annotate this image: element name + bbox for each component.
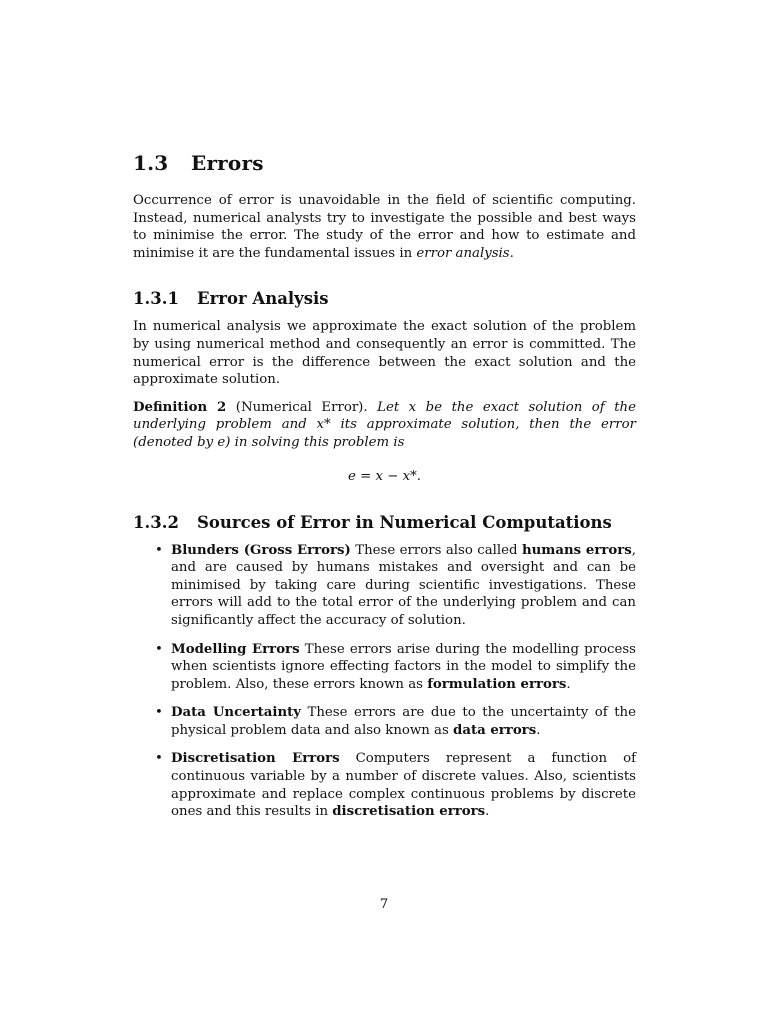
error-equation: [133, 468, 636, 486]
intro-emphasis: error analysis: [416, 245, 510, 261]
equation-equals: =: [360, 468, 372, 484]
item-bold: formulation errors: [427, 676, 567, 692]
item-text: Computers represent a function of continuous variable by a number of discrete values. Also, scientists approximate and replace complex continuous problems by discrete ones and this results in: [171, 751, 637, 820]
equation-minus: −: [387, 468, 399, 484]
intro-end: .: [509, 245, 514, 261]
section-title: Errors: [191, 151, 264, 175]
equation-approx: x*: [402, 468, 417, 484]
item-text-end: .: [536, 722, 541, 738]
item-text: These errors arise during the modelling process when scientists ignore effecting factors in the model to simplify the problem. Also, these errors known as: [171, 641, 637, 692]
item-term: Data Uncertainty: [171, 705, 301, 721]
item-text-end: .: [566, 676, 571, 692]
list-item: [133, 542, 636, 630]
equation-exact: x: [375, 468, 383, 484]
subsection-title: Sources of Error in Numerical Computations: [197, 512, 612, 532]
definition-block: [133, 399, 636, 452]
equation-lhs: e: [347, 468, 356, 484]
item-text: These errors also called: [350, 542, 522, 558]
list-item: [133, 704, 636, 739]
item-text-end: , and are caused by humans mistakes and oversight and can be minimised by taking care during scientific investigations. These errors will add to the total error of the underlying problem and can significantly affect the accuracy of solution.: [171, 542, 636, 628]
subsection-number: 1.3.2: [133, 512, 179, 532]
bullet-icon: •: [155, 705, 163, 721]
definition-label: Definition 2: [133, 399, 227, 415]
item-bold: data errors: [453, 722, 537, 738]
equation-period: .: [416, 468, 421, 484]
definition-body: Let x be the exact solution of the underlying problem and x* its approximate solution, then the error (denoted by e) in solving this problem is: [133, 399, 636, 450]
subsection-heading-error-analysis: [133, 288, 636, 310]
list-item: [133, 750, 636, 820]
section-number: 1.3: [133, 151, 169, 175]
intro-paragraph: [133, 192, 636, 262]
bullet-icon: •: [155, 751, 163, 767]
definition-name: (Numerical Error).: [235, 399, 368, 415]
page-content: [133, 150, 636, 832]
subsection-number: 1.3.1: [133, 289, 179, 309]
item-bold: discretisation errors: [332, 804, 486, 820]
bullet-icon: •: [155, 542, 163, 558]
item-text: These errors are due to the uncertainty of the physical problem data and also known as: [171, 705, 636, 738]
list-item: [133, 641, 636, 694]
page-number: 7: [379, 897, 389, 912]
item-term: Discretisation Errors: [171, 751, 340, 767]
subsection-heading-sources: [133, 512, 636, 534]
item-term: Blunders (Gross Errors): [171, 542, 351, 558]
subsection-title: Error Analysis: [197, 289, 329, 309]
item-bold: humans errors: [521, 542, 632, 558]
section-heading: [133, 150, 636, 176]
bullet-icon: •: [155, 641, 163, 657]
item-term: Modelling Errors: [171, 641, 300, 657]
item-text-end: .: [485, 804, 490, 820]
intro-text: Occurrence of error is unavoidable in the field of scientific computing. Instead, numerical analysts try to investigate the possible and best ways to minimise the error. The study of the error and how to estimate and minimise it are the fundamental issues in: [133, 193, 636, 261]
error-analysis-paragraph: In numerical analysis we approximate the exact solution of the problem by using numerical method and consequently an error is committed. The numerical error is the difference between the exact solution and the approximate solution.: [133, 319, 636, 388]
sources-list: [133, 542, 636, 821]
